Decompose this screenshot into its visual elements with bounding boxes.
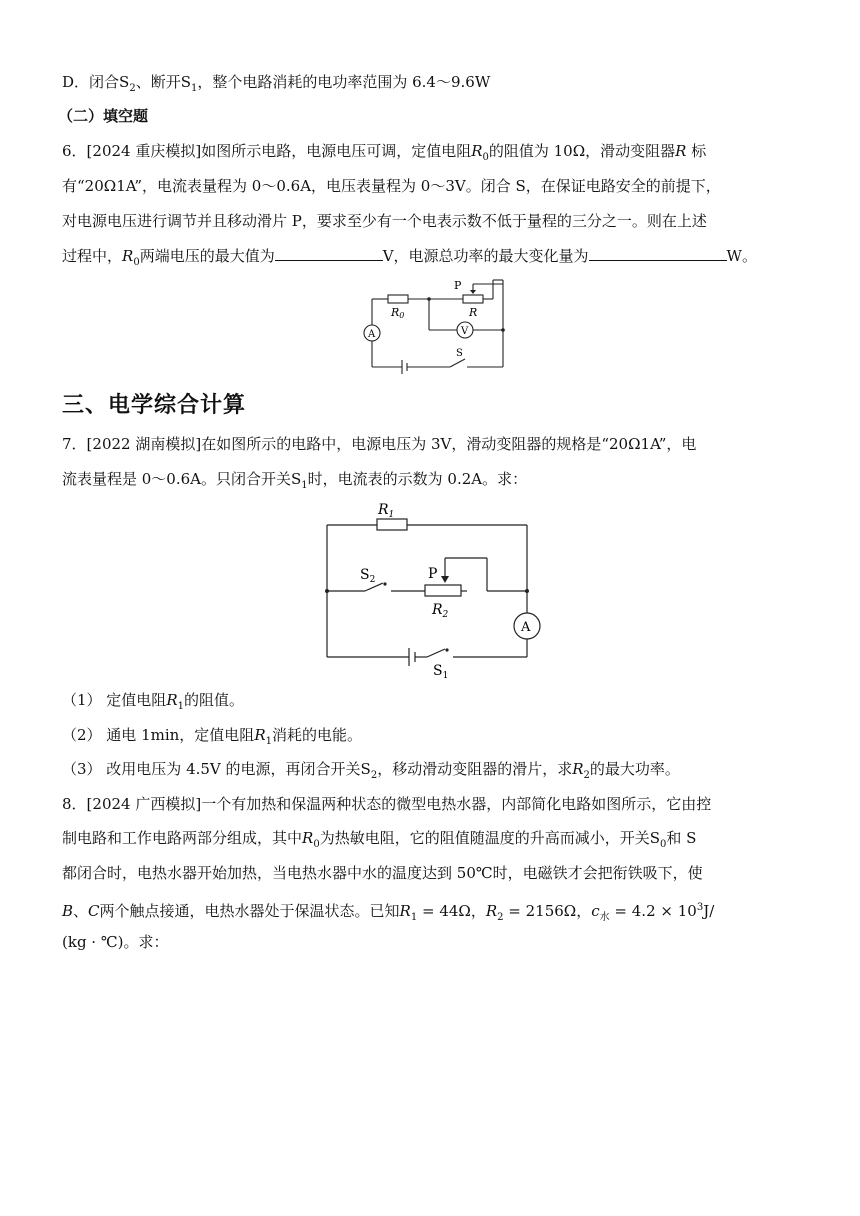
section-heading-calc: 三、电学综合计算: [62, 393, 247, 418]
label-r2-main: R: [432, 602, 443, 618]
var: R: [471, 142, 483, 160]
label-s2-sub: 2: [369, 575, 376, 585]
text: 两个触点接通，电热水器处于保温状态。已知: [99, 902, 400, 920]
text: 为热敏电阻，它的阻值随温度的升高而减小，开关S: [319, 829, 660, 847]
q7-line2: [62, 469, 527, 496]
text: 的阻值。: [183, 691, 244, 709]
subscript: 2: [370, 770, 378, 781]
var: R: [485, 902, 498, 920]
label-r1-main: R: [378, 502, 389, 518]
subscript: 2: [129, 83, 136, 94]
label-s1-sub: 1: [442, 671, 449, 681]
var: R: [302, 829, 314, 847]
subscript: 0: [313, 839, 320, 850]
text: W。: [726, 247, 757, 265]
text: J/: [703, 902, 715, 920]
var: C: [88, 902, 100, 920]
text: 和 S: [666, 829, 697, 847]
subscript: 0: [659, 839, 667, 850]
text: = 44Ω，: [417, 902, 486, 920]
subscript: 1: [265, 736, 272, 747]
q7-sub1: [62, 690, 244, 717]
var: c: [591, 902, 600, 920]
subscript: 1: [301, 480, 308, 491]
label-ammeter: A: [368, 329, 376, 340]
text: 6．[2024 重庆模拟]如图所示电路，电源电压可调，定值电阻: [62, 142, 472, 160]
q7-sub3: [62, 759, 680, 786]
label-switch: S: [456, 348, 463, 359]
label-r0: [390, 306, 404, 320]
option-d-text: ，整个电路消耗的电功率范围为 6.4～9.6W: [197, 73, 491, 91]
q8-line4: [62, 898, 714, 928]
text: 标: [691, 142, 707, 160]
text: 时，电流表的示数为 0.2A。求：: [307, 470, 528, 488]
circuit-figure-q6: [355, 275, 515, 375]
subscript: 1: [410, 912, 418, 923]
label-p: P: [428, 566, 438, 582]
subscript: 2: [497, 912, 504, 923]
text: 过程中，: [62, 247, 123, 265]
label-s2: [360, 567, 375, 585]
label-r0-main: R: [391, 306, 400, 319]
text: 制电路和工作电路两部分组成，其中: [62, 829, 303, 847]
var: R: [675, 142, 687, 160]
text: ，移动滑动变阻器的滑片，求: [377, 760, 573, 778]
label-ammeter: A: [521, 620, 531, 635]
superscript: 3: [696, 902, 704, 913]
text: = 4.2 × 10: [609, 902, 697, 920]
q6-line3: 对电源电压进行调节并且移动滑片 P，要求至少有一个电表示数不低于量程的三分之一。则在上述: [62, 212, 707, 230]
section-heading-fill: （二）填空题: [58, 107, 149, 125]
answer-blank-1[interactable]: [275, 246, 383, 261]
text: 消耗的电能。: [271, 726, 362, 744]
q6-line1: [62, 141, 706, 168]
q8-line3: 都闭合时，电热水器开始加热，当电热水器中水的温度达到 50℃时，电磁铁才会把衔铁吸下，使: [62, 864, 703, 882]
subscript: 0: [482, 152, 489, 163]
text: 的阻值为 10Ω，滑动变阻器: [488, 142, 676, 160]
text: 流表量程是 0～0.6A。只闭合开关S: [62, 470, 302, 488]
label-r: R: [469, 306, 478, 319]
label-p: P: [454, 279, 462, 292]
label-s1: [433, 663, 448, 681]
label-r2: [431, 602, 449, 620]
subscript: 1: [177, 701, 184, 712]
option-d-text: D．闭合S: [62, 73, 130, 91]
q7-sub2: [62, 725, 362, 752]
var: R: [572, 760, 584, 778]
text: 两端电压的最大值为: [139, 247, 275, 265]
q8-line1: 8．[2024 广西模拟]一个有加热和保温两种状态的微型电热水器，内部简化电路如图所示，它由控: [62, 795, 712, 813]
label-s2-main: S: [360, 567, 370, 583]
text: （2） 通电 1min，定值电阻: [62, 726, 255, 744]
var: R: [254, 726, 266, 744]
q8-line5: (kg · ℃)。求：: [62, 933, 169, 951]
var: R: [166, 691, 178, 709]
subscript: 2: [583, 770, 590, 781]
text: （1） 定值电阻: [62, 691, 167, 709]
option-d: [62, 72, 490, 99]
option-d-text: 、断开S: [135, 73, 191, 91]
var: R: [399, 902, 411, 920]
text: 、: [73, 902, 89, 920]
q6-line2: 有“20Ω1A”，电流表量程为 0～0.6A，电压表量程为 0～3V。闭合 S，在保证电路安全的前提下，: [62, 177, 721, 195]
label-r1-sub: 1: [388, 510, 395, 520]
var: B: [62, 902, 74, 920]
label-voltmeter: V: [461, 326, 469, 337]
label-s1-main: S: [433, 663, 443, 679]
text: V，电源总功率的最大变化量为: [382, 247, 589, 265]
text: （3） 改用电压为 4.5V 的电源，再闭合开关S: [62, 760, 371, 778]
label-r2-sub: 2: [442, 610, 449, 620]
label-r0-sub: 0: [399, 311, 405, 320]
text: = 2156Ω，: [503, 902, 592, 920]
q8-line2: [62, 828, 696, 855]
text: 的最大功率。: [589, 760, 680, 778]
subscript: 水: [599, 912, 610, 923]
circuit-figure-q7: [315, 495, 555, 685]
q7-line1: 7．[2022 湖南模拟]在如图所示的电路中，电源电压为 3V，滑动变阻器的规格是“20Ω1A”，电: [62, 435, 697, 453]
answer-blank-2[interactable]: [589, 246, 727, 261]
q6-line4: [62, 246, 757, 273]
subscript: 0: [133, 257, 140, 268]
label-r1: [377, 502, 394, 520]
var: R: [122, 247, 134, 265]
subscript: 1: [190, 83, 198, 94]
